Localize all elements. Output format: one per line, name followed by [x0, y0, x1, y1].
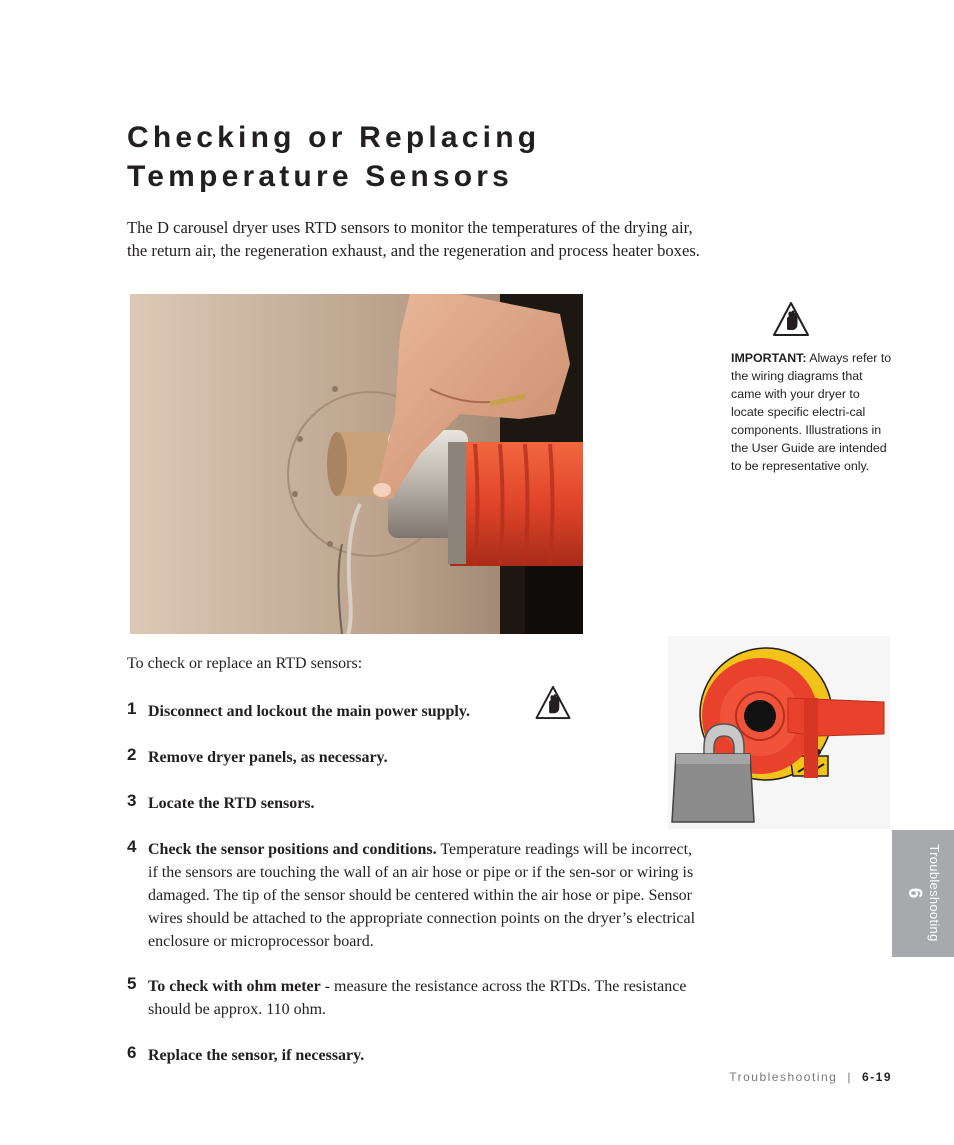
rtd-sensor-photo	[130, 294, 583, 634]
step-bold-text: Disconnect and lockout the main power supply.	[148, 703, 470, 720]
page-footer	[729, 1070, 892, 1084]
step-bold-text: Remove dryer panels, as necessary.	[148, 749, 388, 766]
step-body	[148, 700, 703, 723]
step-number: 1	[127, 699, 137, 718]
chapter-tab-label: Troubleshooting	[927, 844, 942, 942]
step-bold-text: Replace the sensor, if necessary.	[148, 1047, 365, 1064]
caution-hand-icon	[534, 685, 572, 720]
footer-separator: |	[847, 1070, 852, 1084]
step-body	[148, 1044, 703, 1067]
chapter-tab-number: 6	[904, 887, 925, 899]
step-body	[148, 792, 703, 815]
step-body	[148, 975, 703, 1021]
page-number: 6-19	[861, 1070, 892, 1084]
procedure-lead: To check or replace an RTD sensors:	[127, 655, 363, 672]
step-text: - measure the resistance across the RTDs. The resistance should be approx. 110 ohm.	[148, 978, 687, 1018]
footer-section: Troubleshooting	[729, 1070, 838, 1084]
step-bold-text: Locate the RTD sensors.	[148, 795, 315, 812]
step-number: 3	[127, 791, 137, 810]
important-note	[731, 349, 893, 475]
step-body	[148, 746, 703, 769]
step-bold-text: To check with ohm meter	[148, 978, 321, 995]
page-title: Checking or Replacing Temperature Sensors	[127, 121, 541, 193]
step-text: Temperature readings will be incorrect, if the sensors are touching the wall of an air hose or pipe or if the sen-sor or wiring is damaged. The tip of the sensor should be centered within the air hose or pipe. Sensor wires should be attached to the appropriate connection points on the dryer’s electrical enclosure or microprocessor board.	[148, 841, 696, 950]
chapter-tab[interactable]	[892, 830, 954, 957]
intro-paragraph: The D carousel dryer uses RTD sensors to monitor the temperatures of the drying air, the return air, the regeneration exhaust, and the regeneration and process heater boxes.	[127, 218, 700, 260]
important-label: IMPORTANT:	[731, 351, 807, 365]
step-number: 4	[127, 837, 137, 856]
step-number: 6	[127, 1043, 137, 1062]
important-text: Always refer to the wiring diagrams that came with your dryer to locate specific electri-cal components. Illustrations in the User Guide are intended to be representative only.	[731, 351, 892, 473]
caution-hand-icon	[772, 301, 810, 337]
step-bold-text: Check the sensor positions and conditions.	[148, 841, 437, 858]
step-number: 5	[127, 974, 137, 993]
step-number: 2	[127, 745, 137, 764]
step-body	[148, 838, 703, 953]
